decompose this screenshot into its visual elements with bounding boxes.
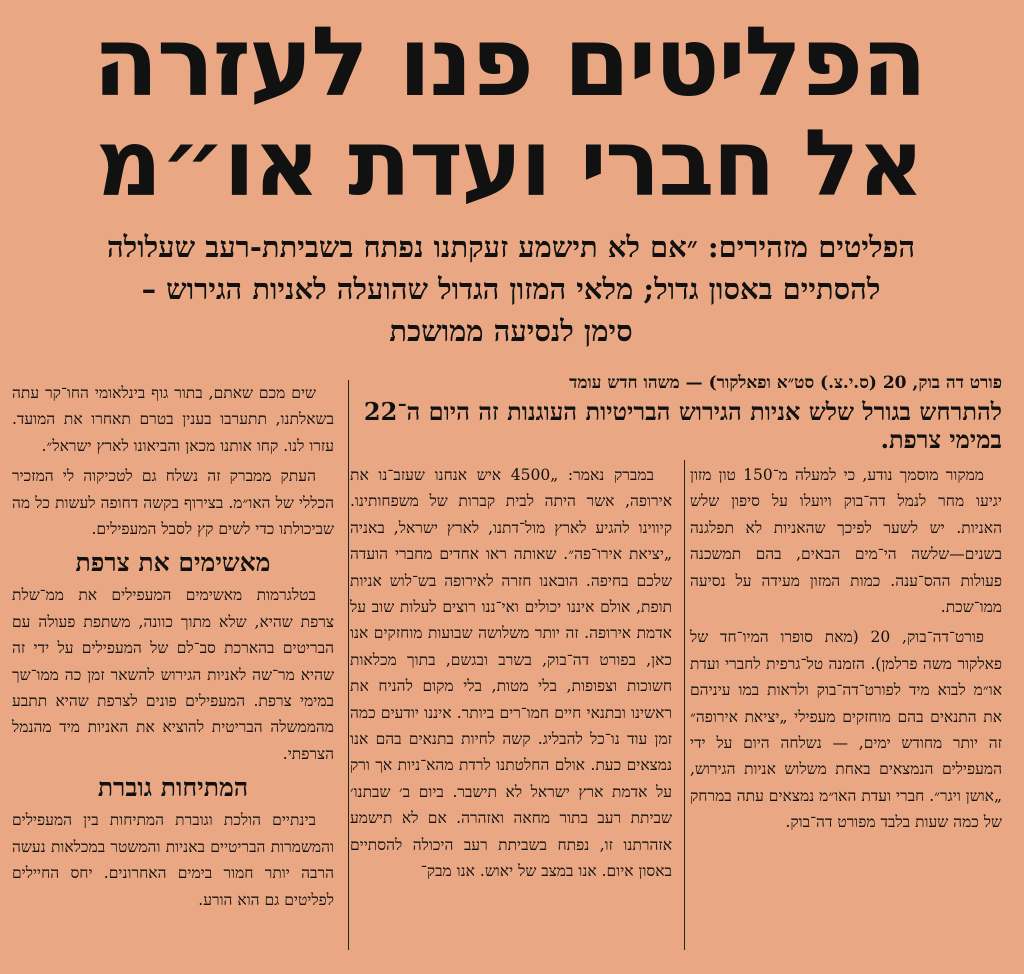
headline-line-2: אל חברי ועדת או״מ: [95, 110, 923, 217]
paragraph: בטלגרמות מאשימים המעפילים את ממ־שלת צרפת שהיא, שלא מתוך כוונה, משתפת פעולה עם הבריטים בהארכת סב־לם של המעפילים על ידי זה שהיא מר־שה לאניות הגירוש להשאר זמן כה ממו־שך במימי צרפת. המעפילים פונים לצרפת שהיא תתבע מהממשלה הבריטית להוציא את האניות מיד מהנמל הצרפתי.: [12, 586, 334, 763]
column-right: [690, 462, 1002, 840]
column-middle: [350, 462, 672, 889]
section-heading: מאשימים את צרפת: [75, 548, 271, 578]
column-divider: [348, 380, 349, 950]
column-divider: [684, 460, 685, 950]
lead-dateline: פורט דה בוק, 20 (ס.י.צ.) סט״א ופאלקור) — משהו חדש עומד: [569, 373, 1002, 393]
paragraph: שים מכם שאתם, בתור גוף בינלאומי החו־קר עתה בשאלתנו, תתערבו בענין בטרם תאחרו את המועד. עזרו לנו. קחו אותנו מכאן והביאונו לארץ ישראל״.: [12, 384, 334, 455]
subhead-line-1: הפליטים מזהירים: ״אם לא תישמע זעקתנו נפתח בשביתת-רעב שעלולה: [106, 230, 916, 264]
paragraph: ממקור מוסמך נודע, כי למעלה מ־150 טון מזון יגיעו מחר לנמל דה־בוק ויועלו על סיפון שלש האניות. יש לשער לפיכך שהאניות לא תפלגנה בשנים—שלשה הי־מים הבאים, בהם תמשכנה פעולות ההס־ענה. כמות המזון מעידה על נסיעה ממו־שכת.: [690, 466, 1002, 617]
lead-text: להתרחש בגורל שלש אניות הגירוש הבריטיות העוגנות זה היום ה־22 במימי צרפת.: [363, 397, 1002, 454]
paragraph: העתק ממברק זה נשלח גם לטכיקוה לי המזכיר הכללי של האו״מ. בצירוף בקשה דחופה לעשות כל מה שביכולתו כדי לשים קץ לסבל המעפילים.: [12, 467, 334, 539]
subhead-line-3: סימן לנסיעה ממושכת: [389, 314, 633, 348]
column-left: [12, 380, 334, 917]
paragraph: במברק נאמר: „4500 איש אנחנו שעזב־נו את אירופה, אשר היתה לבית קברות של משפחותינו. קיווינו להגיע לארץ מול־דתנו, לארץ ישראל, באניה „יציאת אירו־פה״. שאותה ראו אחדים מחברי הועדה שלכם בחיפה. הובאנו חזרה לאירופה בש־לוש אניות תופת, אולם איננו יכולים ואי־ננו רוצים לעלות שוב על אדמת אירופה. זה יותר משלושה שבועות מוחזקים אנו כאן, בפורט דה־בוק, בשרב ובגשם, בתוך מכלאות חשוכות וצפופות, בלי מטות, בלי מקום להניח את ראשינו ובתנאי חיים חמו־רים ביותר. איננו יודעים כמה זמן עוד נו־כל להבליג. קשה לחיות בתנאים בהם אנו נמצאים כעת. אולם החלטתנו לרדת מהא־ניות אך ורק על אדמת ארץ ישראל לא תישבר. ביום ב׳ שבתנו׳ שביתת רעב בתור מחאה ואזהרה. אם לא תישמע אזהרתנו זו, נפתח בשביתת רעב היכולה להסתיים באסון איום. אנו במצב של יאוש. אנו מבק־: [350, 466, 672, 881]
paragraph: בינתיים הולכת וגוברת המתיחות בין המעפילים והמשמרות הבריטיים באניות והמשטר במכלאות נעשה הרבה יותר חמור בימים האחרונים. יחס החיילים לפליטים גם הוא הורע.: [12, 811, 334, 909]
section-heading: המתיחות גוברת: [97, 773, 249, 803]
subhead-line-2: להסתיים באסון גדול; מלאי המזון הגדול שהועלה לאניות הגירוש –: [141, 272, 881, 306]
paragraph: פורט־דה־בוק, 20 (מאת סופרו המיו־חד של פאלקור משה פרלמן). הזמנה טל־גרפית לחברי ועדת או״מ לבוא מיד לפורט־דה־בוק ולראות במו עיניהם את התנאים בהם מוחזקים מעפילי „יציאת אירופה״ זה יותר מחודש ימים, — נשלחה היום על ידי המעפילים הנמצאים באחת משלוש אניות הגירוש, „אושן ויגר״. חברי ועדת האו״מ נמצאים עתה במרחק של כמה שעות בלבד מפורט דה־בוק.: [690, 628, 1002, 832]
headline-line-1: הפליטים פנו לעזרה: [92, 6, 926, 118]
